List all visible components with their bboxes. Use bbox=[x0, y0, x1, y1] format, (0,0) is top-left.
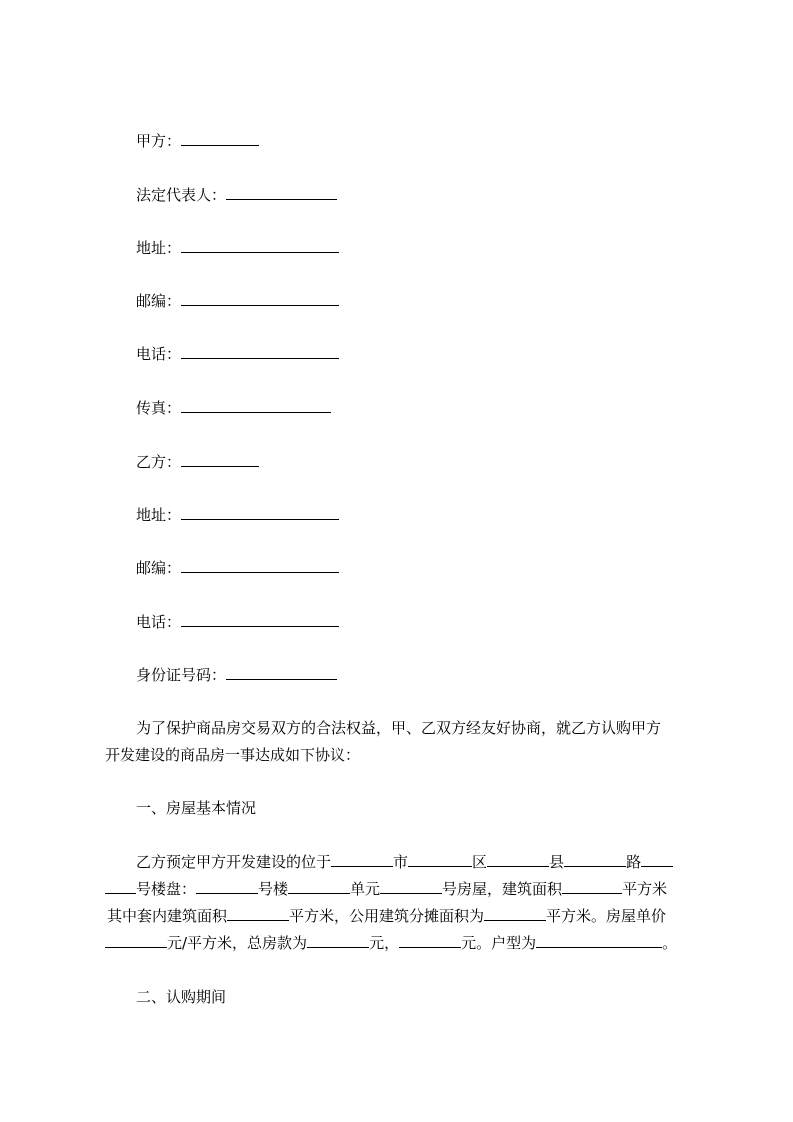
s1-text: 平方米。房屋单价 bbox=[546, 907, 667, 925]
s1-text: 路 bbox=[626, 853, 642, 871]
section-1-line-4 bbox=[105, 933, 677, 953]
party-a-address-label: 地址： bbox=[136, 239, 182, 257]
s1-text: 县 bbox=[549, 853, 565, 871]
party-b-id-blank[interactable] bbox=[226, 665, 337, 680]
party-b-name-blank[interactable] bbox=[181, 452, 259, 467]
s1-text: 平方米，公用建筑分摊面积为 bbox=[289, 907, 485, 925]
total-price-blank[interactable] bbox=[307, 933, 369, 948]
party-b-address-label: 地址： bbox=[136, 506, 182, 524]
party-a-phone-blank[interactable] bbox=[181, 344, 339, 359]
party-a-fax-blank[interactable] bbox=[181, 398, 331, 413]
s1-text: 平方米 bbox=[622, 880, 668, 898]
party-a-postcode-row bbox=[136, 291, 339, 311]
district-blank[interactable] bbox=[408, 852, 472, 867]
section-1-line-2 bbox=[105, 879, 667, 899]
intro-line-1: 为了保护商品房交易双方的合法权益，甲、乙双方经友好协商，就乙方认购甲方 bbox=[136, 719, 662, 737]
inner-area-blank[interactable] bbox=[227, 906, 289, 921]
s1-text: 号楼盘： bbox=[136, 880, 197, 898]
unit-blank[interactable] bbox=[288, 879, 350, 894]
legal-rep-blank[interactable] bbox=[226, 185, 337, 200]
party-b-address-row bbox=[136, 505, 339, 525]
party-a-address-row bbox=[136, 238, 339, 258]
s1-text: 单元 bbox=[350, 880, 381, 898]
road-blank[interactable] bbox=[564, 852, 626, 867]
party-b-postcode-row bbox=[136, 558, 339, 578]
party-a-fax-row bbox=[136, 398, 331, 418]
party-b-postcode-blank[interactable] bbox=[181, 558, 339, 573]
s1-text: 号楼 bbox=[258, 880, 289, 898]
unit-price-blank[interactable] bbox=[105, 933, 167, 948]
party-b-address-blank[interactable] bbox=[181, 505, 339, 520]
gross-area-blank[interactable] bbox=[562, 879, 622, 894]
party-a-phone-label: 电话： bbox=[136, 345, 182, 363]
party-b-phone-label: 电话： bbox=[136, 613, 182, 631]
legal-rep-row bbox=[136, 185, 337, 205]
section-1-heading: 一、房屋基本情况 bbox=[136, 799, 257, 817]
s1-text: 区 bbox=[472, 853, 488, 871]
s1-text: 元。户型为 bbox=[461, 934, 537, 952]
party-a-fax-label: 传真： bbox=[136, 399, 182, 417]
s1-text: 其中套内建筑面积 bbox=[107, 907, 228, 925]
party-b-name-label: 乙方： bbox=[136, 453, 182, 471]
party-b-phone-blank[interactable] bbox=[181, 612, 339, 627]
county-blank[interactable] bbox=[487, 852, 549, 867]
lot-blank[interactable] bbox=[105, 879, 136, 894]
party-a-name-row bbox=[136, 131, 259, 151]
party-b-name-row bbox=[136, 452, 259, 472]
s1-text: 元/平方米，总房款为 bbox=[167, 934, 308, 952]
party-a-phone-row bbox=[136, 344, 339, 364]
section-1-line-3 bbox=[107, 906, 666, 926]
s1-text: 。 bbox=[662, 934, 678, 952]
road-number-blank[interactable] bbox=[641, 852, 673, 867]
party-a-name-label: 甲方： bbox=[136, 132, 182, 150]
section-2-heading: 二、认购期间 bbox=[136, 988, 227, 1006]
building-blank[interactable] bbox=[196, 879, 258, 894]
s1-text: 号房屋，建筑面积 bbox=[442, 880, 563, 898]
total-price-words-blank[interactable] bbox=[399, 933, 461, 948]
s1-text: 乙方预定甲方开发建设的位于 bbox=[136, 853, 332, 871]
legal-rep-label: 法定代表人： bbox=[136, 186, 227, 204]
section-1-line-1 bbox=[136, 852, 673, 872]
party-b-id-label: 身份证号码： bbox=[136, 666, 227, 684]
party-a-name-blank[interactable] bbox=[181, 131, 259, 146]
shared-area-blank[interactable] bbox=[484, 906, 546, 921]
layout-type-blank[interactable] bbox=[536, 933, 662, 948]
party-b-postcode-label: 邮编： bbox=[136, 559, 182, 577]
party-a-postcode-blank[interactable] bbox=[181, 291, 339, 306]
city-blank[interactable] bbox=[331, 852, 393, 867]
s1-text: 元， bbox=[369, 934, 400, 952]
party-a-postcode-label: 邮编： bbox=[136, 292, 182, 310]
party-b-id-row bbox=[136, 665, 337, 685]
room-blank[interactable] bbox=[380, 879, 442, 894]
party-b-phone-row bbox=[136, 612, 339, 632]
s1-text: 市 bbox=[393, 853, 409, 871]
intro-line-2: 开发建设的商品房一事达成如下协议： bbox=[105, 746, 361, 764]
party-a-address-blank[interactable] bbox=[181, 238, 339, 253]
